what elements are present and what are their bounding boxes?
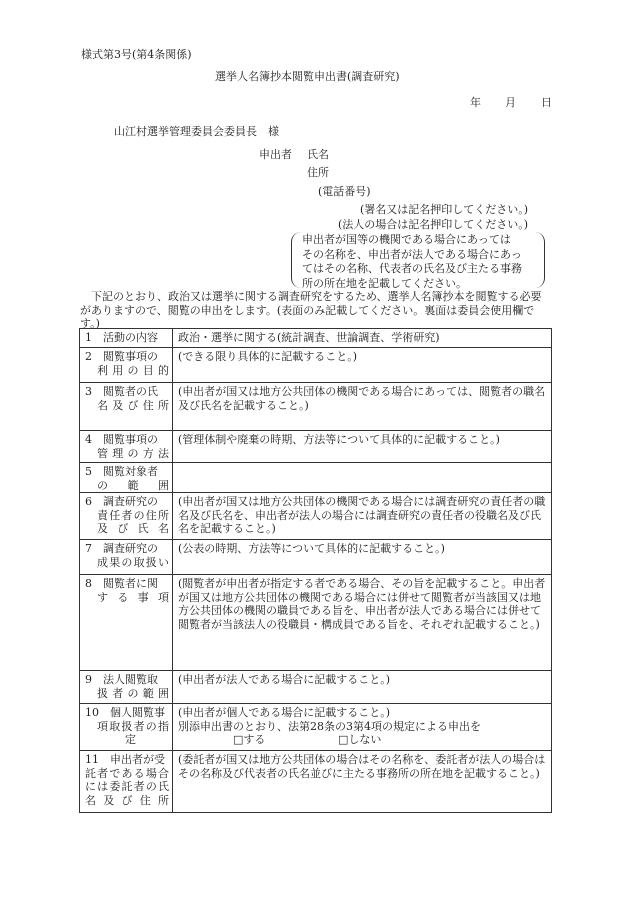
bracket-note-line: 所の所在地を記載してください。 — [302, 276, 467, 290]
consignor-field[interactable] — [173, 751, 552, 813]
row-content: (できる限り具体的に記載すること。) — [178, 350, 358, 363]
table-row — [80, 329, 552, 348]
intro-text: 下記のとおり、政治又は選挙に関する調査研究をするため、選挙人名簿抄本を閲覧する必要がありますので、閲覧の申出をします。(表面のみ記載してください。裏面は委員会使用欄です。) — [80, 290, 542, 330]
target-range-field[interactable] — [173, 463, 552, 493]
option-yes-checkbox[interactable]: □する — [233, 733, 266, 746]
management-method-field[interactable] — [173, 431, 552, 463]
corporation-note: (法人の場合は記名押印してください。) — [338, 218, 529, 231]
row-label: 2 閲覧事項の — [85, 350, 158, 363]
viewer-name-address-field[interactable] — [173, 383, 552, 431]
row-content: (申出者が個人である場合に記載すること。) — [178, 706, 391, 719]
date-day-label: 日 — [541, 96, 552, 109]
individual-handler-field[interactable] — [173, 704, 552, 751]
intro-paragraph — [80, 290, 552, 331]
row-label: 名及び住所 — [97, 398, 169, 412]
row-label: の 範 囲 — [97, 478, 169, 492]
addressee: 山江村選挙管理委員会委員長 様 — [114, 125, 279, 138]
bracket-note-line: 申出者が国等の機関である場合にあっては — [302, 233, 511, 246]
table-row — [80, 431, 552, 463]
row-label: には委託者の氏 — [85, 780, 169, 793]
row-label: 利用の目的 — [97, 363, 169, 377]
purpose-field[interactable] — [173, 348, 552, 383]
row-label: 責任者の住所 — [97, 508, 169, 522]
row-label: する事項 — [97, 590, 169, 604]
row-label: 5 閲覧対象者 — [85, 465, 158, 478]
table-row — [80, 383, 552, 431]
results-handling-field[interactable] — [173, 540, 552, 575]
row-content: 政治・選挙に関する(統計調査、世論調査、学術研究) — [178, 331, 440, 344]
details-table — [79, 328, 552, 813]
row-label: 及び氏名 — [97, 522, 169, 535]
row-label: 8 閲覧者に関 — [85, 577, 158, 590]
name-label: 氏名 — [307, 148, 329, 161]
address-label: 住所 — [307, 166, 329, 179]
row-label: 9 法人閲覧取 — [85, 673, 158, 686]
phone-label: (電話番号) — [318, 185, 371, 198]
signature-note: (署名又は記名押印してください。) — [360, 203, 529, 216]
table-row — [80, 540, 552, 575]
row-label: 7 調査研究の — [85, 542, 158, 555]
option-no-checkbox[interactable]: □しない — [338, 733, 382, 746]
row-label: 4 閲覧事項の — [85, 433, 158, 446]
form-number: 様式第3号(第4条関係) — [81, 48, 192, 61]
row-content: (閲覧者が申出者が指定する者である場合、その旨を記載すること。申出者が国又は地方公共団体の機関である場合には併せて閲覧者が当該国又は地方公共団体の機関の職員である旨を、申出者が法人である場合には併せて閲覧者が当該法人の役職員・構成員である旨を、それぞれ記載すること。) — [178, 577, 546, 631]
date-month-label: 月 — [505, 96, 516, 109]
row-label: 託者である場合 — [85, 766, 169, 780]
row-content: (申出者が法人である場合に記載すること。) — [178, 673, 391, 686]
row-content: (申出者が国又は地方公共団体の機関である場合には調査研究の責任者の職名及び氏名を、申出者が法人の場合には調査研究の責任者の役職名及び氏名を記載すること。) — [178, 495, 546, 535]
table-row — [80, 575, 552, 671]
table-row — [80, 493, 552, 540]
row-content — [173, 463, 551, 465]
applicant-label: 申出者 — [259, 148, 292, 161]
row-label: 項取扱者の指 — [97, 719, 169, 733]
row-content: (申出者が国又は地方公共団体の機関である場合にあっては、閲覧者の職名及び氏名を記載すること。) — [178, 385, 546, 412]
date-year-label: 年 — [470, 96, 481, 109]
table-row — [80, 704, 552, 751]
row-content: (管理体制や廃棄の時期、方法等について具体的に記載すること。) — [178, 433, 500, 446]
document-title: 選挙人名簿抄本閲覧申出書(調査研究) — [215, 70, 400, 83]
row-label: 扱者の範囲 — [97, 686, 169, 700]
row-label: 3 閲覧者の氏 — [85, 385, 158, 398]
applicant-bracket-note — [291, 232, 545, 288]
row-label: 管理の方法 — [97, 446, 169, 460]
table-row — [80, 463, 552, 493]
table-row — [80, 751, 552, 813]
row-label: 10 個人閲覧事 — [85, 706, 165, 719]
row-label: 11 申出者が受 — [85, 753, 165, 766]
row-label: 1 活動の内容 — [85, 331, 158, 344]
corporate-handler-field[interactable] — [173, 671, 552, 704]
table-row — [80, 671, 552, 704]
row-label: 定 — [125, 733, 136, 746]
bracket-note-line: その名称を、申出者が法人である場合にあっ — [302, 247, 522, 261]
table-row — [80, 348, 552, 383]
research-manager-field[interactable] — [173, 493, 552, 540]
row-label: 名及び住所 — [85, 793, 169, 807]
activity-content-field[interactable] — [173, 329, 552, 348]
row-label: 6 調査研究の — [85, 495, 158, 508]
row-content-extra: 別添申出書のとおり、法第28条の3第4項の規定による申出を — [178, 719, 481, 733]
viewer-matters-field[interactable] — [173, 575, 552, 671]
row-content: (委託者が国又は地方公共団体の場合はその名称を、委託者が法人の場合はその名称及び代表者の氏名並びに主たる事務所の所在地を記載すること。) — [178, 753, 546, 780]
row-content: (公表の時期、方法等について具体的に記載すること。) — [178, 542, 445, 555]
bracket-note-line: てはその名称、代表者の氏名及び主たる事務 — [302, 262, 522, 275]
row-label: 成果の取扱い — [97, 555, 169, 569]
